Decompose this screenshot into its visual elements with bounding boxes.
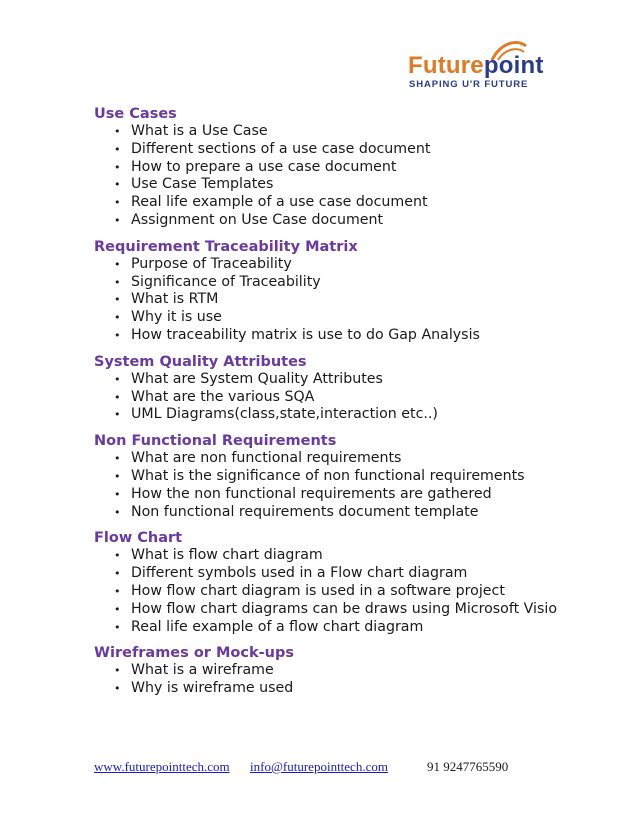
bullet-list [94, 450, 614, 521]
list-item [94, 141, 614, 159]
course-content [94, 105, 614, 706]
section [94, 238, 614, 345]
section-heading: Flow Chart [94, 530, 183, 547]
list-item-text: What is the significance of non functional requirements [131, 467, 525, 484]
list-item-text: How to prepare a use case document [131, 158, 397, 175]
list-item [94, 662, 614, 680]
list-item [94, 680, 614, 698]
list-item-text: Use Case Templates [131, 176, 274, 193]
list-item [94, 176, 614, 194]
section-heading: Use Cases [94, 106, 177, 122]
bullet-icon: • [114, 682, 121, 696]
bullet-list [94, 662, 614, 698]
bullet-icon: • [114, 584, 121, 598]
list-item [94, 212, 614, 230]
section [94, 105, 614, 230]
list-item-text: What are System Quality Attributes [131, 370, 383, 387]
list-item [94, 291, 614, 309]
bullet-icon: • [114, 328, 121, 342]
section-heading: System Quality Attributes [94, 353, 307, 370]
list-item [94, 583, 614, 601]
list-item [94, 274, 614, 292]
footer-website-link[interactable]: www.futurepointtech.com [94, 759, 230, 774]
list-item-text: Assignment on Use Case document [131, 211, 384, 228]
section-heading: Wireframes or Mock-ups [94, 645, 294, 662]
logo-brand-part2: point [483, 52, 544, 79]
bullet-list [94, 256, 614, 345]
list-item-text: UML Diagrams(class,state,interaction etc..) [131, 406, 438, 423]
bullet-icon: • [114, 390, 121, 404]
list-item [94, 309, 614, 327]
bullet-list [94, 547, 614, 636]
company-logo [400, 40, 544, 92]
list-item-text: Real life example of a flow chart diagram [131, 618, 424, 635]
section [94, 353, 614, 424]
list-item-text: What is a wireframe [131, 662, 274, 679]
list-item [94, 468, 614, 486]
bullet-icon: • [114, 311, 121, 325]
list-item-text: What are the various SQA [131, 388, 315, 405]
bullet-icon: • [114, 125, 121, 138]
list-item [94, 565, 614, 583]
section-heading: Non Functional Requirements [94, 433, 337, 450]
bullet-icon: • [114, 213, 121, 227]
section [94, 529, 614, 636]
list-item [94, 327, 614, 345]
list-item-text: How flow chart diagrams can be draws using Microsoft Visio [131, 600, 558, 617]
bullet-icon: • [114, 372, 121, 386]
bullet-list [94, 123, 614, 230]
list-item-text: Non functional requirements document template [131, 503, 479, 520]
list-item [94, 406, 614, 424]
list-item-text: Why is wireframe used [131, 680, 294, 697]
bullet-list [94, 371, 614, 424]
list-item-text: How flow chart diagram is used in a software project [131, 582, 505, 599]
section [94, 644, 614, 698]
list-item [94, 619, 614, 637]
footer-email-link[interactable]: info@futurepointtech.com [250, 759, 388, 774]
list-item-text: Purpose of Traceability [131, 255, 292, 272]
list-item [94, 123, 614, 141]
list-item [94, 547, 614, 565]
list-item [94, 371, 614, 389]
bullet-icon: • [114, 487, 121, 501]
bullet-icon: • [114, 452, 121, 466]
bullet-icon: • [114, 620, 121, 634]
list-item-text: How the non functional requirements are gathered [131, 485, 492, 502]
logo-brand-part1: Future [408, 52, 484, 79]
list-item-text: Different sections of a use case document [131, 140, 431, 157]
list-item [94, 486, 614, 504]
list-item [94, 256, 614, 274]
list-item-text: What is a Use Case [131, 123, 268, 139]
bullet-icon: • [114, 178, 121, 192]
list-item [94, 601, 614, 619]
list-item-text: Significance of Traceability [131, 273, 321, 290]
list-item [94, 389, 614, 407]
list-item-text: Why it is use [131, 309, 222, 326]
logo-brand [408, 52, 544, 80]
list-item-text: What is RTM [131, 291, 219, 308]
section-heading: Requirement Traceability Matrix [94, 238, 358, 255]
bullet-icon: • [114, 602, 121, 616]
bullet-icon: • [114, 505, 121, 519]
bullet-icon: • [114, 160, 121, 174]
bullet-icon: • [114, 275, 121, 289]
list-item [94, 450, 614, 468]
logo-tagline: SHAPING U'R FUTURE [409, 79, 529, 90]
list-item-text: Real life example of a use case document [131, 194, 428, 211]
list-item-text: What are non functional requirements [131, 450, 402, 467]
bullet-icon: • [114, 664, 121, 678]
bullet-icon: • [114, 567, 121, 581]
bullet-icon: • [114, 257, 121, 271]
footer-phone: 91 9247765590 [427, 759, 509, 774]
bullet-icon: • [114, 549, 121, 563]
bullet-icon: • [114, 408, 121, 422]
list-item [94, 504, 614, 522]
section [94, 432, 614, 521]
list-item-text: How traceability matrix is use to do Gap Analysis [131, 326, 480, 343]
bullet-icon: • [114, 196, 121, 210]
bullet-icon: • [114, 293, 121, 307]
bullet-icon: • [114, 469, 121, 483]
list-item-text: What is flow chart diagram [131, 547, 323, 564]
bullet-icon: • [114, 142, 121, 156]
list-item [94, 159, 614, 177]
list-item [94, 194, 614, 212]
list-item-text: Different symbols used in a Flow chart diagram [131, 565, 468, 582]
